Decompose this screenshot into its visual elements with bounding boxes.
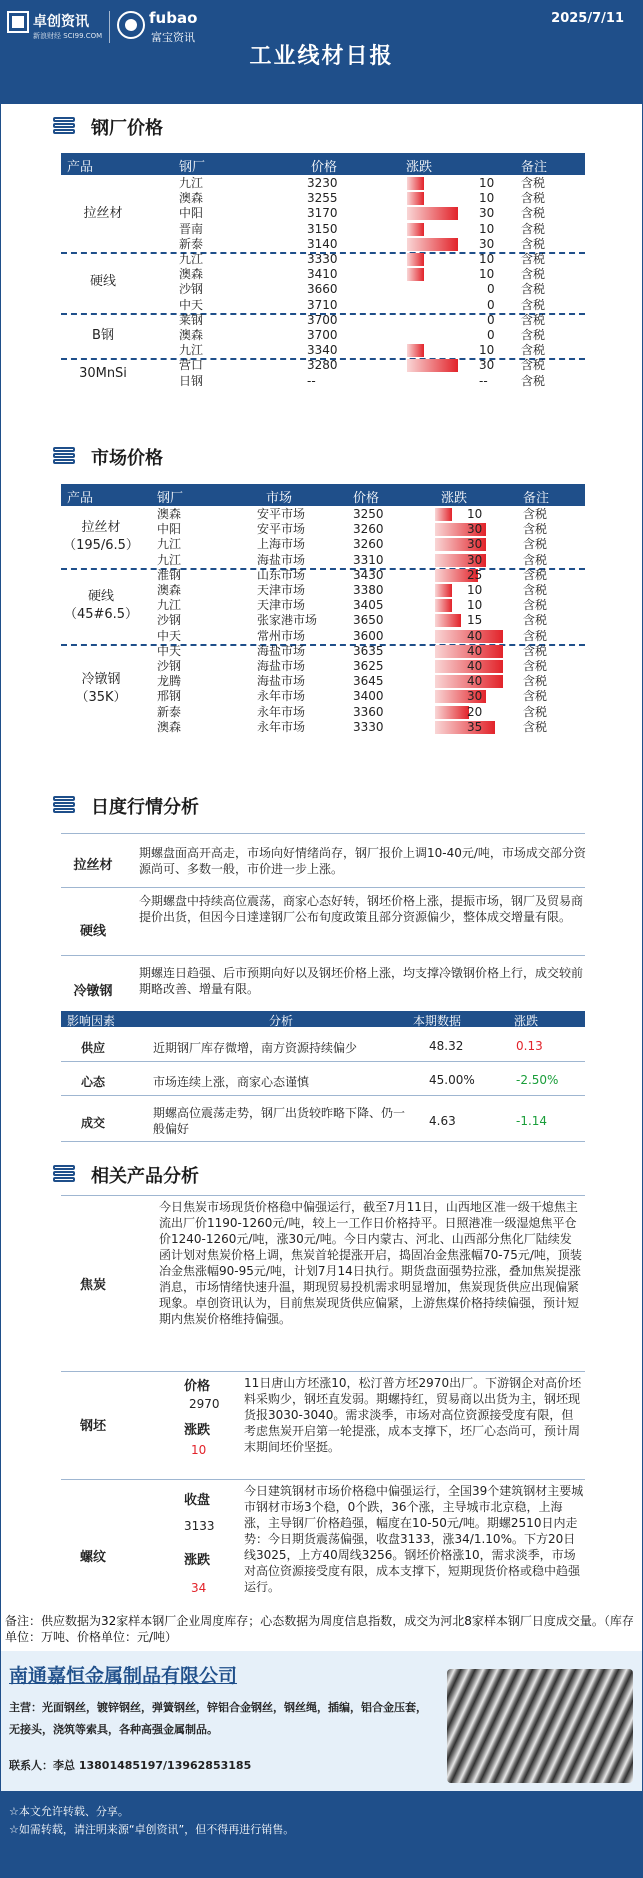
market-name: 安平市场	[257, 507, 306, 521]
group-name-text: 硬线	[87, 588, 114, 604]
report-title: 工业线材日报	[249, 44, 394, 69]
remark: 含税	[521, 176, 546, 190]
section-title: 相关产品分析	[91, 1166, 199, 1187]
mill-name: 澳森	[179, 327, 204, 342]
mill-name: 日钢	[179, 373, 204, 388]
table-row	[61, 720, 585, 735]
mill-name: 龙腾	[157, 674, 182, 689]
table-row	[61, 583, 585, 598]
group-spec: （45#6.5）	[63, 606, 139, 622]
footer-line: ☆本文允许转载、分享。	[9, 1805, 129, 1818]
rebar-change: 34	[191, 1581, 207, 1595]
change: 15	[467, 613, 483, 628]
table-row	[61, 298, 585, 313]
billet-price: 2970	[189, 1397, 220, 1411]
price: 3600	[353, 628, 384, 643]
table-row	[61, 553, 585, 568]
mill-name: 澳森	[157, 507, 182, 521]
rebar-change-label: 涨跌	[184, 1553, 211, 1568]
change: 30	[479, 236, 495, 251]
remark: 含税	[523, 613, 548, 628]
group-name: B钢	[92, 327, 114, 343]
factor-change: 0.13	[516, 1039, 543, 1053]
price: 3410	[307, 267, 338, 282]
factor-key: 心态	[80, 1075, 105, 1089]
change-bar	[435, 599, 452, 612]
price: 3330	[307, 252, 338, 266]
change-bar	[407, 268, 424, 281]
table-row	[61, 282, 585, 297]
divider	[61, 1479, 585, 1480]
rebar-close: 3133	[184, 1519, 215, 1533]
market-name: 安平市场	[257, 522, 306, 537]
remark: 含税	[521, 373, 546, 388]
market-group	[61, 644, 585, 735]
mill-group	[61, 358, 585, 388]
remark: 含税	[521, 358, 546, 373]
table-row	[61, 237, 585, 252]
table-row	[61, 206, 585, 221]
factor-key: 成交	[80, 1116, 105, 1130]
change: 10	[479, 252, 495, 266]
table-row	[61, 537, 585, 552]
change: 10	[479, 343, 495, 358]
price: 3360	[353, 704, 384, 719]
logo2-text: fubao	[149, 9, 198, 27]
mill-name: 中天	[157, 643, 182, 658]
related-key-billet: 钢坯	[79, 1419, 106, 1434]
company-business	[9, 1697, 449, 1741]
section-title: 日度行情分析	[91, 797, 199, 818]
analysis-text-hard-wire: 今期螺盘中持续高位震荡，商家心态好转，钢坯价格上涨，提振市场，钢厂及贸易商提价出货，但因今日達達钢厂公布旬度政策且部分资源偏少，整体成交增量有限。	[139, 894, 584, 924]
section-title: 钢厂价格	[91, 118, 163, 139]
table-row	[61, 629, 585, 644]
col-remark: 备注	[521, 160, 548, 175]
mill-name: 营口	[179, 358, 204, 373]
related-text-billet: 11日唐山方坯涨10，松汀普方坯2970出厂。下游钢企对高价坯料采购少，钢坯直发弱。期螺持红，贸易商以出货为主，钢坯现货报3030-3040。需求淡季，市场对高位资源接受度有限，但考虑焦炭开启第一轮提涨，成本支撑下，坯厂心态尚可，预计周末期间坯价坚挺。	[244, 1376, 582, 1454]
mill-name: 九江	[179, 252, 204, 266]
stack-icon	[53, 117, 75, 135]
price: 3650	[353, 613, 384, 628]
change: 0	[487, 282, 495, 297]
mill-group	[61, 252, 585, 313]
col-change: 涨跌	[514, 1014, 539, 1028]
change-bar	[435, 614, 461, 627]
remark: 含税	[523, 689, 548, 704]
change: 35	[467, 719, 483, 734]
col-product: 产品	[67, 491, 94, 506]
change-bar	[407, 207, 458, 220]
price: 3230	[307, 176, 338, 190]
change: 30	[467, 522, 483, 537]
change: 10	[479, 267, 495, 282]
change-bar	[435, 508, 452, 521]
price: 3635	[353, 643, 384, 658]
change-bar	[407, 253, 424, 266]
change: 10	[467, 598, 483, 613]
price: 3170	[307, 206, 338, 221]
table-row	[61, 674, 585, 689]
remark: 含税	[521, 252, 546, 266]
col-price: 价格	[353, 491, 380, 506]
market-name: 张家港市场	[257, 613, 318, 628]
factor-value: 48.32	[429, 1039, 464, 1053]
col-value: 本期数据	[413, 1014, 462, 1028]
mill-group	[61, 313, 585, 359]
factor-value: 4.63	[429, 1114, 456, 1128]
price: 3405	[353, 598, 384, 613]
market-name: 海盐市场	[257, 643, 306, 658]
mill-group	[61, 176, 585, 252]
related-key-rebar: 螺纹	[79, 1550, 106, 1565]
price: 3260	[353, 522, 384, 537]
table-row	[61, 659, 585, 674]
price: 3380	[353, 582, 384, 597]
price: 3255	[307, 191, 338, 206]
col-market: 市场	[266, 491, 293, 506]
divider	[61, 1061, 585, 1062]
market-name: 永年市场	[257, 689, 306, 704]
market-name: 永年市场	[257, 704, 306, 719]
price: 3150	[307, 221, 338, 236]
mill-name: 沙钢	[179, 282, 204, 297]
analysis-key-hard-wire: 硬线	[79, 924, 106, 939]
report-date: 2025/7/11	[551, 11, 624, 26]
report-header	[1, 1, 642, 104]
group-name-text: 冷镦钢	[81, 672, 121, 688]
company-ad	[1, 1651, 642, 1791]
group-name: 30MnSi	[79, 365, 127, 381]
price: 3330	[353, 719, 384, 734]
divider	[61, 955, 585, 956]
mill-name: 澳森	[179, 267, 204, 282]
logo1-text: 卓创资讯	[33, 14, 89, 30]
table-row	[61, 374, 585, 389]
col-product: 产品	[67, 160, 94, 175]
table-row	[61, 313, 585, 328]
change: 10	[479, 221, 495, 236]
remark: 含税	[523, 643, 548, 658]
remark: 含税	[521, 236, 546, 251]
change: 30	[479, 358, 495, 373]
divider	[61, 1141, 585, 1142]
col-change: 涨跌	[441, 491, 468, 506]
mill-name: 九江	[179, 176, 204, 190]
price: 3430	[353, 567, 384, 582]
change-bar	[435, 706, 469, 719]
mill-name: 九江	[157, 552, 182, 567]
mill-name: 中阳	[179, 206, 204, 221]
company-contact: 联系人：李总 13801485197/13962853185	[9, 1759, 252, 1772]
market-table-header	[61, 484, 585, 506]
change-bar	[407, 359, 458, 372]
change: 10	[479, 191, 495, 206]
price: 3660	[307, 282, 338, 297]
remark: 含税	[523, 522, 548, 537]
stack-icon	[53, 796, 75, 814]
market-group	[61, 568, 585, 644]
mill-name: 莱钢	[179, 312, 204, 327]
group-name-text: 拉丝材	[81, 520, 121, 536]
mill-name: 新泰	[157, 704, 182, 719]
remark: 含税	[523, 582, 548, 597]
factor-text: 近期钢厂库存微增，南方资源持续偏少	[153, 1041, 358, 1055]
col-mill: 钢厂	[157, 491, 184, 506]
divider	[61, 1195, 585, 1196]
footer	[1, 1791, 642, 1878]
mill-name: 中天	[179, 297, 204, 312]
table-row	[61, 267, 585, 282]
group-spec: （35K）	[75, 690, 127, 706]
price: 3625	[353, 658, 384, 673]
factor-table-header	[61, 1011, 585, 1027]
mill-name: 九江	[179, 343, 204, 358]
table-row	[61, 358, 585, 373]
footer-line: ☆如需转载，请注明来源“卓创资讯”，但不得再进行销售。	[9, 1823, 295, 1836]
change-bar	[407, 223, 424, 236]
remark: 含税	[521, 282, 546, 297]
price: 3710	[307, 297, 338, 312]
price: 3280	[307, 358, 338, 373]
change-bar	[435, 721, 495, 734]
stack-icon	[53, 1165, 75, 1183]
price: 3700	[307, 312, 338, 327]
logo2-subtext: 富宝资讯	[151, 31, 195, 44]
price: 3140	[307, 236, 338, 251]
company-name[interactable]: 南通嘉恒金属制品有限公司	[9, 1665, 238, 1687]
remark: 含税	[523, 598, 548, 613]
price: 3645	[353, 674, 384, 689]
table-row	[61, 613, 585, 628]
change: 10	[479, 176, 495, 190]
remark: 含税	[523, 552, 548, 567]
remark: 含税	[521, 327, 546, 342]
price: 3340	[307, 343, 338, 358]
col-mill: 钢厂	[179, 160, 206, 175]
mill-name: 中阳	[157, 522, 182, 537]
table-row	[61, 644, 585, 659]
remark: 含税	[521, 206, 546, 221]
col-remark: 备注	[523, 491, 550, 506]
col-change: 涨跌	[406, 160, 433, 175]
rebar-close-label: 收盘	[184, 1493, 211, 1508]
analysis-key-cold-heading: 冷镦钢	[73, 984, 113, 999]
factor-text: 期螺高位震荡走势，钢厂出货较昨略下降、仍一般偏好	[153, 1106, 406, 1136]
mill-name: 九江	[157, 598, 182, 613]
company-business-line: 无接头，浇筑等索具，各种高强金属制品。	[9, 1723, 218, 1736]
mill-name: 新泰	[179, 236, 204, 251]
market-name: 海盐市场	[257, 658, 306, 673]
divider	[61, 1371, 585, 1372]
remark: 含税	[521, 191, 546, 206]
divider	[61, 1095, 585, 1096]
change: 40	[467, 643, 483, 658]
market-name: 海盐市场	[257, 552, 306, 567]
price: 3310	[353, 552, 384, 567]
mill-name: 澳森	[157, 582, 182, 597]
billet-price-label: 价格	[184, 1379, 211, 1394]
factor-key: 供应	[80, 1041, 105, 1055]
price: 3700	[307, 327, 338, 342]
mill-name: 邢钢	[157, 689, 182, 704]
remark: 含税	[521, 221, 546, 236]
table-row	[61, 191, 585, 206]
mill-name: 沙钢	[157, 658, 182, 673]
change-bar	[407, 344, 424, 357]
table-row	[61, 328, 585, 343]
divider	[61, 887, 585, 888]
remark: 含税	[521, 343, 546, 358]
price: 3250	[353, 507, 384, 521]
change: 0	[487, 327, 495, 342]
market-name: 常州市场	[257, 628, 306, 643]
change: --	[479, 373, 488, 388]
fubao-logo-icon	[117, 11, 145, 39]
section-title: 市场价格	[91, 448, 163, 469]
change: 40	[467, 658, 483, 673]
mill-name: 澳森	[157, 719, 182, 734]
change: 40	[467, 674, 483, 689]
market-name: 海盐市场	[257, 674, 306, 689]
related-text-rebar: 今日建筑钢材市场价格稳中偏强运行，全国39个建筑钢材主要城市钢材市场3个稳，0个跌，36个涨，主导城市北京稳，上海涨，主导钢厂价格趋强，幅度在10-50元/吨。期螺2510日内走势：今日期货震荡偏强，收盘3133，涨34/1.10%。下方20日线3025，上方40周线3256。钢坯价格涨10，需求淡季，市场对高位资源接受度有限，成本支撑下，短期现货价格或稳中趋强运行。	[244, 1484, 584, 1594]
table-row	[61, 252, 585, 267]
related-text-coke: 今日焦炭市场现货价格稳中偏强运行，截至7月11日，山西地区准一级干熄焦主流出厂价1190-1260元/吨，较上一工作日价格持平。日照港准一级湿熄焦平仓价1240-1260元/吨，涨30元/吨。今日内蒙古、河北、山西部分焦化厂陆续发函计划对焦炭价格上调，焦炭首轮提涨开启，捣固冶金焦涨幅70-75元/吨，顶装冶金焦涨幅90-95元/吨，计划7月14日执行。期货盘面强势拉涨，叠加焦炭提涨消息，市场情绪快速升温，期现贸易投机需求明显增加，焦炭现货供应出现偏紧现象。卓创资讯认为，目前焦炭现货供应偏紧，上游焦煤价格持续偏强，预计短期内焦炭价格维持偏强。	[159, 1200, 582, 1326]
price: --	[307, 373, 316, 388]
remark: 含税	[523, 704, 548, 719]
change: 40	[467, 628, 483, 643]
change-bar	[407, 177, 424, 190]
divider	[61, 833, 585, 834]
change: 25	[467, 567, 483, 582]
table-row	[61, 705, 585, 720]
steel-wire-image	[447, 1669, 633, 1783]
group-name: 拉丝材	[83, 206, 123, 221]
analysis-text-wire-rod: 期螺盘面高开高走，市场向好情绪尚存，钢厂报价上调10-40元/吨，市场成交部分资源尚可、多数一般，市价进一步上涨。	[139, 846, 586, 876]
factor-change: -1.14	[516, 1114, 548, 1128]
mill-table-header	[61, 153, 585, 175]
company-business-line: 主营：光面钢丝，镀锌钢丝，弹簧钢丝，锌铝合金钢丝，钢丝绳，插编，铝合金压套，	[9, 1701, 427, 1714]
change: 30	[479, 206, 495, 221]
change-bar	[407, 238, 458, 251]
remark: 含税	[521, 297, 546, 312]
col-analysis: 分析	[269, 1014, 294, 1028]
group-name: 硬线	[89, 274, 116, 290]
market-name: 天津市场	[257, 582, 306, 597]
logo1-subtext: 新浪财经 SCI99.COM	[33, 32, 103, 40]
mill-name: 九江	[157, 537, 182, 552]
sci99-logo-icon	[7, 11, 29, 33]
remark: 含税	[521, 267, 546, 282]
factor-text: 市场连续上涨，商家心态谨慎	[153, 1075, 310, 1089]
change-bar	[435, 584, 452, 597]
change-bar	[407, 192, 424, 205]
market-name: 天津市场	[257, 598, 306, 613]
table-row	[61, 343, 585, 358]
data-note: 备注：供应数据为32家样本钢厂企业周度库存；心态数据为周度信息指数，成交为河北8家样本钢厂日度成交量。（库存单位：万吨、价格单位：元/吨）	[5, 1614, 634, 1644]
price: 3400	[353, 689, 384, 704]
change: 0	[487, 312, 495, 327]
change: 0	[487, 297, 495, 312]
change: 10	[467, 507, 483, 521]
price: 3260	[353, 537, 384, 552]
factor-change: -2.50%	[516, 1073, 559, 1087]
col-price: 价格	[311, 160, 338, 175]
market-name: 上海市场	[257, 537, 306, 552]
table-row	[61, 176, 585, 191]
change: 30	[467, 552, 483, 567]
billet-change-label: 涨跌	[184, 1423, 211, 1438]
stack-icon	[53, 447, 75, 465]
market-group	[61, 507, 585, 568]
table-row	[61, 522, 585, 537]
col-factor: 影响因素	[67, 1014, 116, 1028]
billet-change: 10	[191, 1443, 207, 1457]
change: 20	[467, 704, 483, 719]
analysis-key-wire-rod: 拉丝材	[73, 858, 113, 873]
mill-name: 沙钢	[157, 613, 182, 628]
remark: 含税	[523, 719, 548, 734]
group-spec: （195/6.5）	[63, 538, 139, 554]
remark: 含税	[523, 658, 548, 673]
mill-name: 淮钢	[157, 567, 182, 582]
table-row	[61, 507, 585, 522]
change: 30	[467, 689, 483, 704]
related-key-coke: 焦炭	[79, 1278, 106, 1293]
change: 10	[467, 582, 483, 597]
remark: 含税	[523, 628, 548, 643]
mill-name: 晋南	[179, 221, 204, 236]
factor-value: 45.00%	[429, 1073, 475, 1087]
analysis-text-cold-heading: 期螺连日趋强、后市预期向好以及钢坯价格上涨，均支撑冷镦钢价格上行，成交较前期略改善、增量有限。	[139, 966, 584, 996]
remark: 含税	[523, 507, 548, 521]
mill-name: 中天	[157, 628, 182, 643]
table-row	[61, 689, 585, 704]
table-row	[61, 568, 585, 583]
remark: 含税	[523, 567, 548, 582]
table-row	[61, 598, 585, 613]
remark: 含税	[523, 674, 548, 689]
change: 30	[467, 537, 483, 552]
market-name: 永年市场	[257, 719, 306, 734]
remark: 含税	[523, 537, 548, 552]
market-name: 山东市场	[257, 567, 306, 582]
table-row	[61, 222, 585, 237]
mill-name: 澳森	[179, 191, 204, 206]
remark: 含税	[521, 312, 546, 327]
